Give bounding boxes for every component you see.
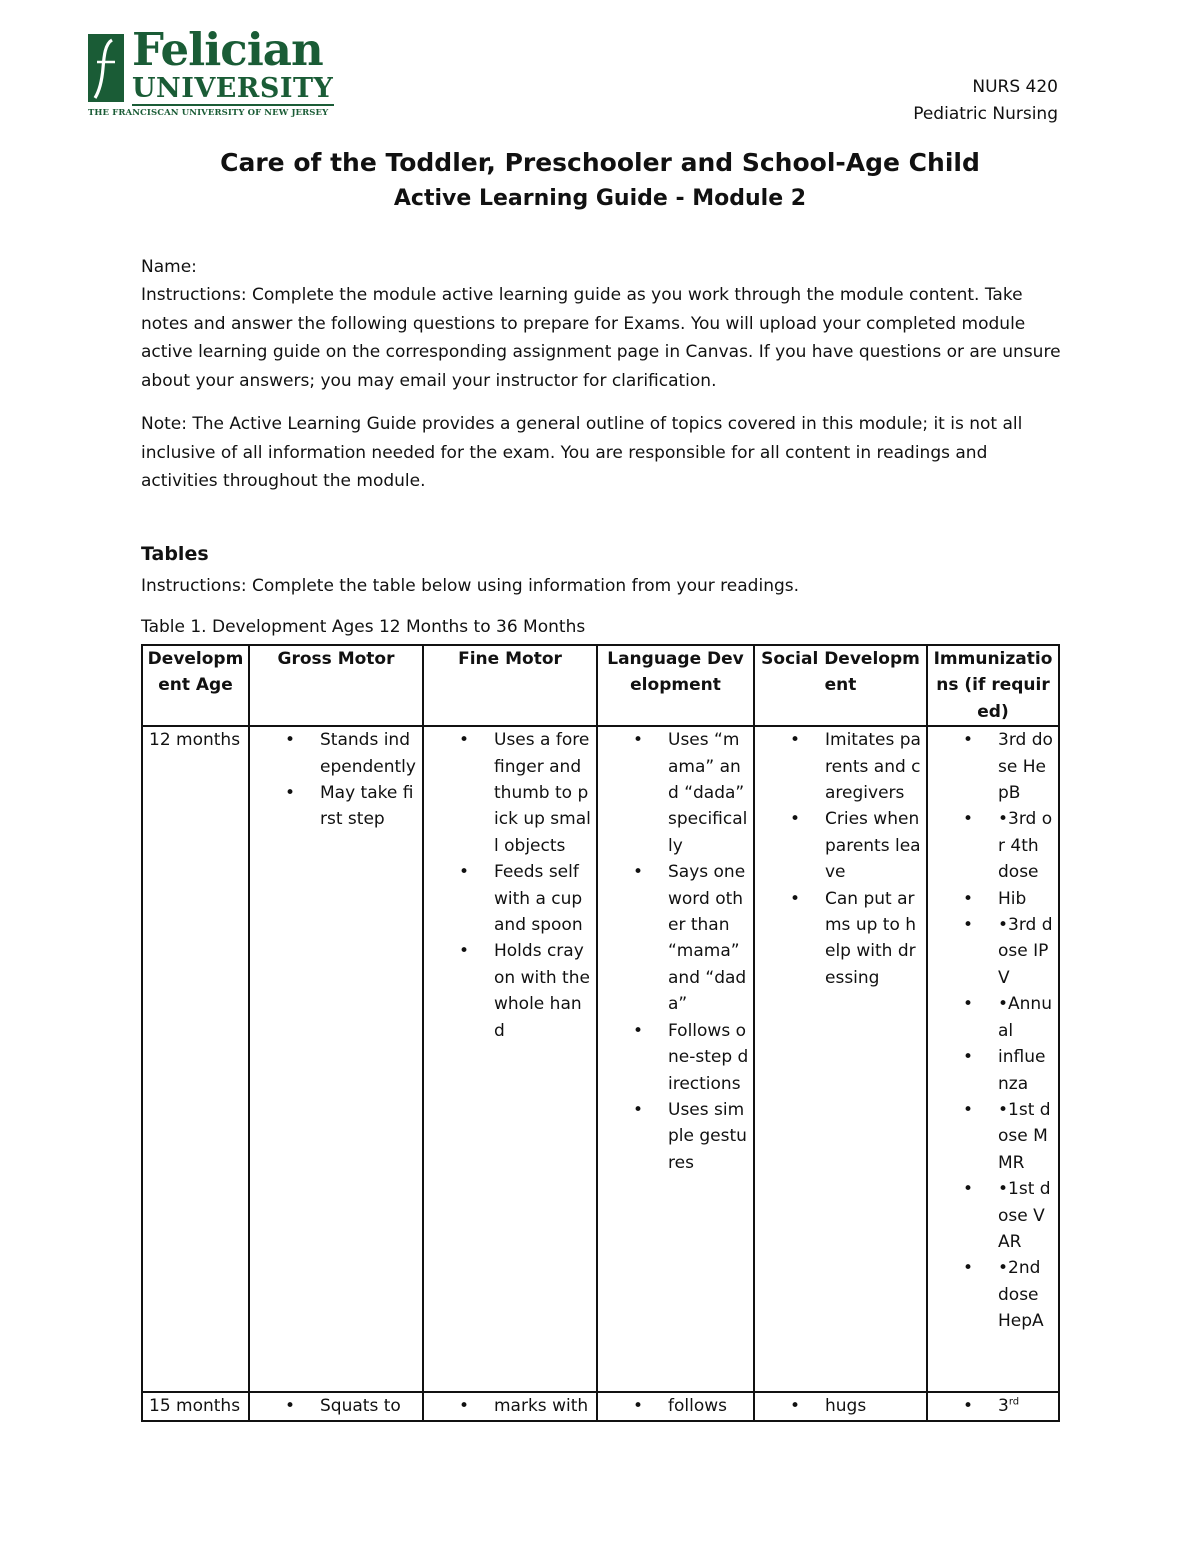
list-item: • Imitates parents and caregivers — [759, 727, 922, 806]
list-item — [932, 1393, 1054, 1419]
list-item: • •1st dose MMR — [932, 1097, 1054, 1176]
immunization-text: 3 — [998, 1396, 1009, 1417]
document-subtitle: Active Learning Guide - Module 2 — [393, 186, 807, 211]
list-item: • Cries when parents leave — [759, 806, 922, 885]
header-immunizations: Immunizations (if required) — [927, 645, 1059, 726]
list-item: • Says one word other than “mama” and “dada” — [602, 859, 749, 1017]
list-item: • Follows one-step directions — [602, 1018, 749, 1097]
list-item: • Uses “mama” and “dada” specifically — [602, 727, 749, 859]
cell-immunizations — [927, 726, 1059, 1392]
list-item: • •3rd dose IPV — [932, 912, 1054, 991]
ordinal-suffix: rd — [1008, 1396, 1020, 1408]
list-item: • follows — [602, 1393, 749, 1419]
list-item: • Holds crayon with the whole hand — [428, 938, 592, 1044]
table-caption: Table 1. Development Ages 12 Months to 36 Months — [141, 617, 586, 637]
list-item: • influenza — [932, 1044, 1054, 1097]
cell-age: 15 months — [142, 1392, 249, 1420]
header-gross-motor: Gross Motor — [249, 645, 423, 726]
cell-age: 12 months — [142, 726, 249, 1392]
course-name: Pediatric Nursing — [913, 104, 1058, 124]
tables-instructions: Instructions: Complete the table below using information from your readings. — [141, 576, 800, 596]
course-header — [913, 74, 1058, 128]
cell-gross-motor — [249, 726, 423, 1392]
tables-heading: Tables — [141, 543, 209, 565]
logo-name-line2: UNIVERSITY — [132, 73, 334, 104]
list-item: • Feeds self with a cup and spoon — [428, 859, 592, 938]
list-item: • Hib — [932, 886, 1054, 912]
instructions-paragraph: Instructions: Complete the module active learning guide as you work through the module content. Take notes and answer the following questions to prepare for Exams. You will upload your completed module active learning guide on the corresponding assignment page in Canvas. If you have questions or are unsure about your answers; you may email your instructor for clarification. — [141, 285, 1061, 391]
list-item: • May take first step — [254, 780, 418, 833]
development-table — [141, 644, 1060, 1422]
course-code: NURS 420 — [972, 77, 1058, 97]
name-label: Name: — [141, 257, 197, 277]
cell-language — [597, 726, 754, 1392]
header-fine-motor: Fine Motor — [423, 645, 597, 726]
header-development-age: Development Age — [142, 645, 249, 726]
table-row — [142, 726, 1059, 1392]
list-item: • 3rd dose HepB — [932, 727, 1054, 806]
list-item: • hugs — [759, 1393, 922, 1419]
header-social-development: Social Development — [754, 645, 927, 726]
logo-rule — [132, 104, 334, 106]
cell-fine-motor — [423, 726, 597, 1392]
cell-fine-motor — [423, 1392, 597, 1420]
table-row — [142, 1392, 1059, 1420]
list-item: • Can put arms up to help with dressing — [759, 886, 922, 992]
note-paragraph: Note: The Active Learning Guide provides a general outline of topics covered in this module; it is not all inclusive of all information needed for the exam. You are responsible for all content in readings and activities throughout the module. — [141, 414, 1023, 491]
cell-language — [597, 1392, 754, 1420]
logo-emblem-icon — [88, 34, 124, 102]
logo-tagline: THE FRANCISCAN UNIVERSITY OF NEW JERSEY — [88, 108, 329, 118]
logo-name-line1: Felician — [132, 23, 323, 76]
cell-social — [754, 1392, 927, 1420]
list-item: • Uses simple gestures — [602, 1097, 749, 1176]
header-language-development: Language Development — [597, 645, 754, 726]
list-item: • marks with — [428, 1393, 592, 1419]
cell-gross-motor — [249, 1392, 423, 1420]
list-item: • Uses a forefinger and thumb to pick up small objects — [428, 727, 592, 859]
table-header-row — [142, 645, 1059, 726]
document-title: Care of the Toddler, Preschooler and School-Age Child — [220, 148, 980, 177]
cell-immunizations — [927, 1392, 1059, 1420]
cell-social — [754, 726, 927, 1392]
list-item: • •3rd or 4th dose — [932, 806, 1054, 885]
list-item: • Squats to — [254, 1393, 418, 1419]
university-logo — [88, 23, 338, 123]
list-item: • •Annual — [932, 991, 1054, 1044]
list-item: • •2nd dose HepA — [932, 1255, 1054, 1334]
list-item: • Stands independently — [254, 727, 418, 780]
list-item: • •1st dose VAR — [932, 1176, 1054, 1255]
